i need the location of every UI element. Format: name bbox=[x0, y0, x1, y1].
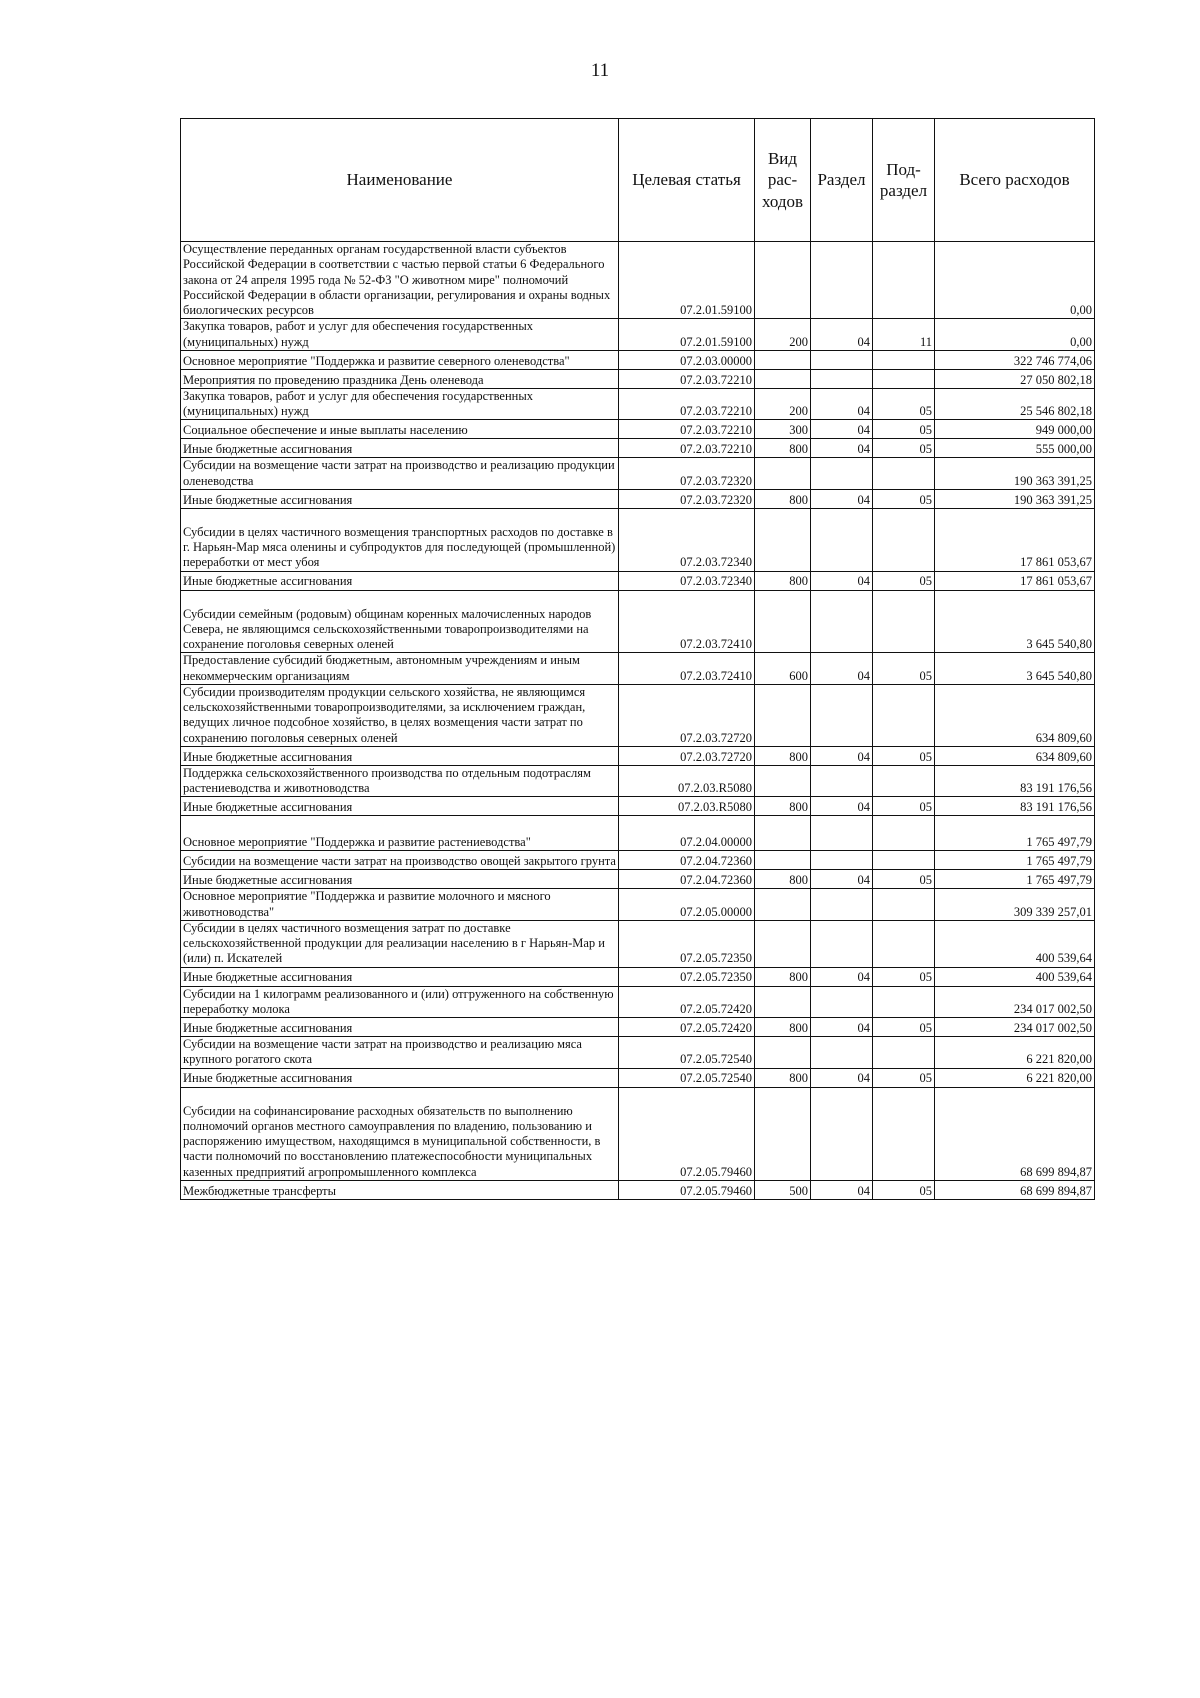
cell-razdel: 04 bbox=[811, 571, 873, 590]
cell-vid: 800 bbox=[755, 967, 811, 986]
table-row bbox=[181, 458, 1095, 490]
cell-name: Субсидии семейным (родовым) общинам коренных малочисленных народов Севера, не являющимся сельскохозяйственными товаропроизводителями на сохранение поголовья северных оленей bbox=[181, 590, 619, 653]
cell-vid: 300 bbox=[755, 420, 811, 439]
cell-name: Основное мероприятие "Поддержка и развитие молочного и мясного животноводства" bbox=[181, 889, 619, 921]
table-row bbox=[181, 590, 1095, 653]
cell-name: Иные бюджетные ассигнования bbox=[181, 439, 619, 458]
cell-podrazdel bbox=[873, 508, 935, 571]
cell-podrazdel: 05 bbox=[873, 797, 935, 816]
table-row bbox=[181, 816, 1095, 851]
cell-total: 190 363 391,25 bbox=[935, 489, 1095, 508]
cell-total: 555 000,00 bbox=[935, 439, 1095, 458]
cell-vid bbox=[755, 1037, 811, 1069]
cell-podrazdel bbox=[873, 889, 935, 921]
cell-code: 07.2.03.72720 bbox=[619, 746, 755, 765]
cell-razdel: 04 bbox=[811, 439, 873, 458]
cell-razdel: 04 bbox=[811, 319, 873, 351]
cell-podrazdel: 05 bbox=[873, 746, 935, 765]
cell-vid: 800 bbox=[755, 1068, 811, 1087]
cell-name: Основное мероприятие "Поддержка и развитие растениеводства" bbox=[181, 816, 619, 851]
table-row bbox=[181, 797, 1095, 816]
cell-podrazdel bbox=[873, 350, 935, 369]
cell-name: Закупка товаров, работ и услуг для обеспечения государственных (муниципальных) нужд bbox=[181, 319, 619, 351]
cell-code: 07.2.05.00000 bbox=[619, 889, 755, 921]
cell-code: 07.2.03.72410 bbox=[619, 590, 755, 653]
table-row bbox=[181, 920, 1095, 967]
cell-razdel bbox=[811, 590, 873, 653]
table-row bbox=[181, 242, 1095, 319]
cell-vid bbox=[755, 590, 811, 653]
cell-podrazdel: 05 bbox=[873, 439, 935, 458]
table-row bbox=[181, 1180, 1095, 1199]
cell-total: 3 645 540,80 bbox=[935, 653, 1095, 685]
cell-code: 07.2.03.72210 bbox=[619, 439, 755, 458]
cell-total: 83 191 176,56 bbox=[935, 765, 1095, 797]
table-row bbox=[181, 1068, 1095, 1087]
table-row bbox=[181, 369, 1095, 388]
cell-name: Субсидии производителям продукции сельского хозяйства, не являющимся сельскохозяйственными товаропроизводителями, за исключением граждан, ведущих личное подсобное хозяйство, в целях возмещения части затрат по сохранению поголовья северных оленей bbox=[181, 684, 619, 746]
cell-vid: 800 bbox=[755, 439, 811, 458]
cell-vid: 200 bbox=[755, 388, 811, 420]
cell-podrazdel bbox=[873, 458, 935, 490]
cell-code: 07.2.04.72360 bbox=[619, 851, 755, 870]
cell-name: Субсидии на софинансирование расходных обязательств по выполнению полномочий органов местного самоуправления по владению, пользованию и распоряжению имуществом, находящимся в муниципальной собственности, в части полномочий по восстановлению платежеспособности муниципальных казенных предприятий агропромышленного комплекса bbox=[181, 1087, 619, 1180]
cell-code: 07.2.05.72350 bbox=[619, 920, 755, 967]
cell-podrazdel bbox=[873, 684, 935, 746]
cell-razdel: 04 bbox=[811, 1068, 873, 1087]
cell-name: Основное мероприятие "Поддержка и развитие северного оленеводства" bbox=[181, 350, 619, 369]
cell-code: 07.2.04.72360 bbox=[619, 870, 755, 889]
expenditure-table bbox=[180, 118, 1095, 1200]
cell-razdel bbox=[811, 889, 873, 921]
cell-total: 1 765 497,79 bbox=[935, 870, 1095, 889]
cell-podrazdel bbox=[873, 765, 935, 797]
cell-vid: 800 bbox=[755, 489, 811, 508]
cell-podrazdel bbox=[873, 816, 935, 851]
cell-code: 07.2.05.72420 bbox=[619, 986, 755, 1018]
header-total: Всего расходов bbox=[935, 119, 1095, 242]
cell-name: Осуществление переданных органам государственной власти субъектов Российской Федерации в соответствии с частью первой статьи 6 Федерального закона от 24 апреля 1995 года № 52-ФЗ "О животном мире" полномочий Российской Федерации в области организации, регулирования и охраны водных биологических ресурсов bbox=[181, 242, 619, 319]
cell-razdel bbox=[811, 1037, 873, 1069]
cell-razdel: 04 bbox=[811, 870, 873, 889]
cell-vid bbox=[755, 765, 811, 797]
cell-code: 07.2.05.79460 bbox=[619, 1180, 755, 1199]
cell-code: 07.2.03.72340 bbox=[619, 508, 755, 571]
cell-razdel bbox=[811, 458, 873, 490]
cell-name: Субсидии на возмещение части затрат на производство и реализацию продукции оленеводства bbox=[181, 458, 619, 490]
cell-code: 07.2.03.R5080 bbox=[619, 765, 755, 797]
table-row bbox=[181, 1037, 1095, 1069]
cell-name: Субсидии на возмещение части затрат на производство овощей закрытого грунта bbox=[181, 851, 619, 870]
cell-vid bbox=[755, 816, 811, 851]
cell-code: 07.2.03.72210 bbox=[619, 420, 755, 439]
cell-razdel: 04 bbox=[811, 746, 873, 765]
cell-razdel bbox=[811, 920, 873, 967]
cell-total: 634 809,60 bbox=[935, 684, 1095, 746]
cell-podrazdel: 05 bbox=[873, 870, 935, 889]
cell-code: 07.2.05.72350 bbox=[619, 967, 755, 986]
cell-vid bbox=[755, 369, 811, 388]
cell-total: 17 861 053,67 bbox=[935, 571, 1095, 590]
cell-total: 234 017 002,50 bbox=[935, 986, 1095, 1018]
cell-vid bbox=[755, 458, 811, 490]
cell-code: 07.2.03.72340 bbox=[619, 571, 755, 590]
cell-total: 0,00 bbox=[935, 242, 1095, 319]
cell-total: 400 539,64 bbox=[935, 967, 1095, 986]
table-row bbox=[181, 508, 1095, 571]
cell-podrazdel: 05 bbox=[873, 1180, 935, 1199]
cell-podrazdel bbox=[873, 242, 935, 319]
cell-code: 07.2.01.59100 bbox=[619, 319, 755, 351]
table-row bbox=[181, 870, 1095, 889]
cell-podrazdel: 11 bbox=[873, 319, 935, 351]
cell-total: 6 221 820,00 bbox=[935, 1068, 1095, 1087]
cell-total: 190 363 391,25 bbox=[935, 458, 1095, 490]
header-razdel: Раздел bbox=[811, 119, 873, 242]
cell-total: 25 546 802,18 bbox=[935, 388, 1095, 420]
cell-podrazdel: 05 bbox=[873, 571, 935, 590]
cell-razdel bbox=[811, 765, 873, 797]
cell-name: Поддержка сельскохозяйственного производства по отдельным подотраслям растениеводства и животноводства bbox=[181, 765, 619, 797]
table-row bbox=[181, 1018, 1095, 1037]
table-row bbox=[181, 1087, 1095, 1180]
cell-razdel: 04 bbox=[811, 388, 873, 420]
cell-vid: 800 bbox=[755, 571, 811, 590]
table-row bbox=[181, 653, 1095, 685]
table-row bbox=[181, 967, 1095, 986]
cell-code: 07.2.03.72320 bbox=[619, 489, 755, 508]
cell-name: Иные бюджетные ассигнования bbox=[181, 870, 619, 889]
cell-podrazdel bbox=[873, 920, 935, 967]
cell-podrazdel bbox=[873, 590, 935, 653]
cell-code: 07.2.03.00000 bbox=[619, 350, 755, 369]
cell-razdel: 04 bbox=[811, 1018, 873, 1037]
cell-name: Субсидии на 1 килограмм реализованного и (или) отгруженного на собственную переработку молока bbox=[181, 986, 619, 1018]
cell-code: 07.2.03.72210 bbox=[619, 369, 755, 388]
cell-total: 400 539,64 bbox=[935, 920, 1095, 967]
cell-vid bbox=[755, 889, 811, 921]
cell-vid: 500 bbox=[755, 1180, 811, 1199]
cell-razdel: 04 bbox=[811, 653, 873, 685]
cell-code: 07.2.03.72210 bbox=[619, 388, 755, 420]
cell-name: Субсидии в целях частичного возмещения транспортных расходов по доставке в г. Нарьян-Мар мяса оленины и субпродуктов для последующей (промышленной) переработки от мест убоя bbox=[181, 508, 619, 571]
cell-name: Иные бюджетные ассигнования bbox=[181, 1018, 619, 1037]
cell-total: 949 000,00 bbox=[935, 420, 1095, 439]
header-code: Целевая статья bbox=[619, 119, 755, 242]
cell-vid: 800 bbox=[755, 797, 811, 816]
cell-vid: 800 bbox=[755, 870, 811, 889]
table-row bbox=[181, 319, 1095, 351]
cell-podrazdel: 05 bbox=[873, 967, 935, 986]
cell-name: Предоставление субсидий бюджетным, автономным учреждениям и иным некоммерческим организациям bbox=[181, 653, 619, 685]
cell-code: 07.2.03.R5080 bbox=[619, 797, 755, 816]
cell-name: Иные бюджетные ассигнования bbox=[181, 797, 619, 816]
table-row bbox=[181, 765, 1095, 797]
cell-vid bbox=[755, 684, 811, 746]
cell-name: Иные бюджетные ассигнования bbox=[181, 571, 619, 590]
cell-razdel: 04 bbox=[811, 489, 873, 508]
cell-code: 07.2.05.72540 bbox=[619, 1037, 755, 1069]
cell-total: 27 050 802,18 bbox=[935, 369, 1095, 388]
cell-podrazdel bbox=[873, 369, 935, 388]
cell-razdel bbox=[811, 350, 873, 369]
table-row bbox=[181, 388, 1095, 420]
cell-code: 07.2.03.72720 bbox=[619, 684, 755, 746]
cell-name: Мероприятия по проведению праздника День оленевода bbox=[181, 369, 619, 388]
cell-name: Иные бюджетные ассигнования bbox=[181, 746, 619, 765]
cell-razdel bbox=[811, 1087, 873, 1180]
cell-code: 07.2.05.72420 bbox=[619, 1018, 755, 1037]
cell-name: Иные бюджетные ассигнования bbox=[181, 967, 619, 986]
cell-name: Иные бюджетные ассигнования bbox=[181, 1068, 619, 1087]
cell-razdel bbox=[811, 508, 873, 571]
cell-total: 1 765 497,79 bbox=[935, 816, 1095, 851]
cell-total: 309 339 257,01 bbox=[935, 889, 1095, 921]
cell-podrazdel: 05 bbox=[873, 1018, 935, 1037]
cell-total: 6 221 820,00 bbox=[935, 1037, 1095, 1069]
cell-code: 07.2.04.00000 bbox=[619, 816, 755, 851]
cell-code: 07.2.05.79460 bbox=[619, 1087, 755, 1180]
cell-razdel: 04 bbox=[811, 420, 873, 439]
table-row bbox=[181, 684, 1095, 746]
table-header-row bbox=[181, 119, 1095, 242]
cell-total: 1 765 497,79 bbox=[935, 851, 1095, 870]
cell-vid: 200 bbox=[755, 319, 811, 351]
header-vid: Вид рас-ходов bbox=[755, 119, 811, 242]
cell-podrazdel bbox=[873, 1087, 935, 1180]
cell-total: 0,00 bbox=[935, 319, 1095, 351]
table-row bbox=[181, 851, 1095, 870]
header-podrazdel: Под-раздел bbox=[873, 119, 935, 242]
cell-vid bbox=[755, 508, 811, 571]
page-number: 11 bbox=[590, 60, 610, 81]
cell-code: 07.2.01.59100 bbox=[619, 242, 755, 319]
cell-podrazdel bbox=[873, 1037, 935, 1069]
table-row bbox=[181, 571, 1095, 590]
cell-podrazdel bbox=[873, 851, 935, 870]
table-row bbox=[181, 746, 1095, 765]
cell-razdel: 04 bbox=[811, 797, 873, 816]
cell-vid bbox=[755, 851, 811, 870]
cell-name: Субсидии на возмещение части затрат на производство и реализацию мяса крупного рогатого скота bbox=[181, 1037, 619, 1069]
cell-total: 68 699 894,87 bbox=[935, 1180, 1095, 1199]
cell-vid bbox=[755, 242, 811, 319]
cell-vid bbox=[755, 986, 811, 1018]
cell-total: 634 809,60 bbox=[935, 746, 1095, 765]
cell-razdel bbox=[811, 242, 873, 319]
cell-vid bbox=[755, 920, 811, 967]
cell-total: 234 017 002,50 bbox=[935, 1018, 1095, 1037]
cell-vid bbox=[755, 350, 811, 369]
cell-razdel bbox=[811, 369, 873, 388]
cell-podrazdel: 05 bbox=[873, 1068, 935, 1087]
cell-total: 17 861 053,67 bbox=[935, 508, 1095, 571]
cell-razdel bbox=[811, 684, 873, 746]
cell-podrazdel: 05 bbox=[873, 388, 935, 420]
table-row bbox=[181, 439, 1095, 458]
cell-vid bbox=[755, 1087, 811, 1180]
cell-razdel: 04 bbox=[811, 967, 873, 986]
cell-podrazdel: 05 bbox=[873, 420, 935, 439]
table-row bbox=[181, 489, 1095, 508]
cell-vid: 800 bbox=[755, 1018, 811, 1037]
cell-name: Межбюджетные трансферты bbox=[181, 1180, 619, 1199]
cell-podrazdel: 05 bbox=[873, 653, 935, 685]
cell-code: 07.2.03.72410 bbox=[619, 653, 755, 685]
cell-total: 322 746 774,06 bbox=[935, 350, 1095, 369]
cell-total: 68 699 894,87 bbox=[935, 1087, 1095, 1180]
cell-total: 83 191 176,56 bbox=[935, 797, 1095, 816]
cell-name: Социальное обеспечение и иные выплаты населению bbox=[181, 420, 619, 439]
table-row bbox=[181, 350, 1095, 369]
cell-name: Субсидии в целях частичного возмещения затрат по доставке сельскохозяйственной продукции для реализации населению в г Нарьян-Мар и (или) п. Искателей bbox=[181, 920, 619, 967]
cell-razdel bbox=[811, 816, 873, 851]
cell-podrazdel: 05 bbox=[873, 489, 935, 508]
cell-podrazdel bbox=[873, 986, 935, 1018]
cell-razdel bbox=[811, 851, 873, 870]
cell-code: 07.2.05.72540 bbox=[619, 1068, 755, 1087]
cell-razdel: 04 bbox=[811, 1180, 873, 1199]
cell-vid: 600 bbox=[755, 653, 811, 685]
cell-name: Иные бюджетные ассигнования bbox=[181, 489, 619, 508]
table-row bbox=[181, 889, 1095, 921]
table-body bbox=[181, 242, 1095, 1200]
table-row bbox=[181, 986, 1095, 1018]
cell-code: 07.2.03.72320 bbox=[619, 458, 755, 490]
cell-vid: 800 bbox=[755, 746, 811, 765]
header-name: Наименование bbox=[181, 119, 619, 242]
cell-total: 3 645 540,80 bbox=[935, 590, 1095, 653]
cell-razdel bbox=[811, 986, 873, 1018]
table-row bbox=[181, 420, 1095, 439]
cell-name: Закупка товаров, работ и услуг для обеспечения государственных (муниципальных) нужд bbox=[181, 388, 619, 420]
